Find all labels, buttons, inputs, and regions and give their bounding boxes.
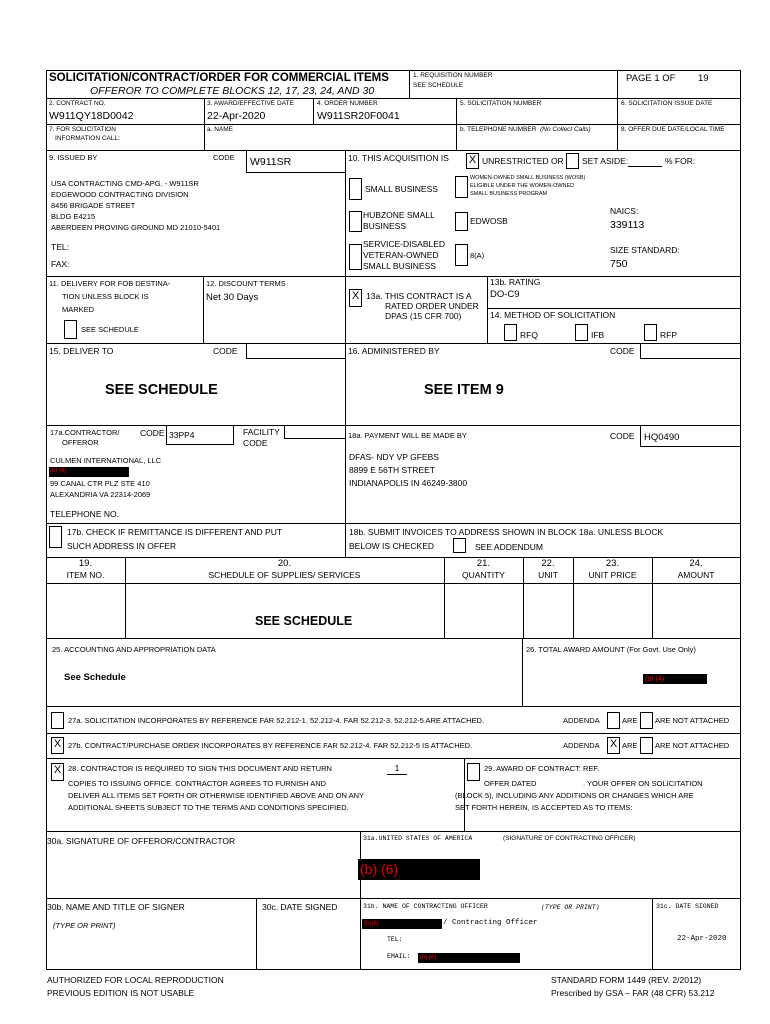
sdvosb-checkbox[interactable]	[349, 244, 362, 270]
payment-code-value: HQ0490	[644, 432, 680, 443]
page-label: PAGE 1 OF	[626, 73, 676, 84]
redaction-tag: (b) (6)	[360, 861, 399, 877]
unrestricted-label: UNRESTRICTED OR	[482, 156, 564, 166]
rated-order-label: 13a. THIS CONTRACT IS A	[366, 291, 472, 301]
rated-order-label: DPAS (15 CFR 700)	[385, 311, 462, 321]
contractor-name: CULMEN INTERNATIONAL, LLC	[50, 456, 162, 465]
rated-order-label: RATED ORDER UNDER	[385, 301, 479, 311]
contact-name-label: a. NAME	[207, 126, 234, 133]
issued-by-code-value: W911SR	[250, 156, 292, 168]
officer-email-label: EMAIL:	[387, 953, 411, 960]
ifb-checkbox[interactable]	[575, 324, 588, 341]
naics-value: 339113	[610, 219, 645, 231]
size-standard-value: 750	[610, 258, 628, 270]
contractor-code-label: CODE	[140, 428, 165, 438]
unrestricted-checkbox[interactable]: X	[466, 153, 479, 169]
contractor-label: OFFEROR	[62, 438, 99, 447]
signer-name-note: (TYPE OR PRINT)	[53, 921, 116, 930]
eight-a-checkbox[interactable]	[455, 244, 468, 266]
usa-signature-label: 31a.UNITED STATES OF AMERICA	[363, 835, 473, 842]
issuer-address-line: USA CONTRACTING CMD-APG. - W911SR	[51, 179, 199, 188]
edwosb-checkbox[interactable]	[455, 212, 468, 231]
quantity-header: QUANTITY	[462, 570, 505, 580]
fob-see-schedule-label: SEE SCHEDULE	[81, 325, 139, 334]
footer-right: STANDARD FORM 1449 (REV. 2/2012)	[551, 975, 702, 985]
solicitation-far-checkbox[interactable]	[51, 712, 64, 729]
contractor-sign-text: COPIES TO ISSUING OFFICE. CONTRACTOR AGREES TO FURNISH AND	[68, 779, 327, 788]
hubzone-label: HUBZONE SMALL	[363, 210, 435, 220]
set-aside-checkbox[interactable]	[566, 153, 579, 169]
delivery-fob-label: 11. DELIVERY FOR FOB DESTINA-	[49, 279, 171, 288]
addenda-are-label: ARE	[622, 716, 638, 725]
requisition-value: SEE SCHEDULE	[413, 82, 464, 89]
remittance-label: 17b. CHECK IF REMITTANCE IS DIFFERENT AND PUT	[67, 527, 283, 537]
size-standard-label: SIZE STANDARD:	[610, 245, 680, 255]
addenda-are-not-label: ARE NOT ATTACHED	[655, 716, 730, 725]
naics-label: NAICS:	[610, 206, 639, 216]
solicitation-number-label: 5. SOLICITATION NUMBER	[460, 100, 542, 107]
small-business-checkbox[interactable]	[349, 178, 362, 200]
unit-price-header-num: 23.	[605, 558, 620, 569]
administered-by-code-label: CODE	[610, 346, 635, 356]
issuer-address-line: 8456 BRIGADE STREET	[51, 201, 136, 210]
addenda-label: ADDENDA	[563, 741, 600, 750]
addenda-are-checkbox[interactable]	[607, 712, 620, 729]
contract-no-label: 2. CONTRACT NO.	[49, 100, 106, 107]
administered-by-code-box	[640, 343, 741, 359]
deliver-to-label: 15. DELIVER TO	[49, 346, 114, 356]
solicitation-far-label: 27a. SOLICITATION INCORPORATES BY REFERENCE FAR 52.212-1. 52.212-4. FAR 52.212-3. 52.212-5 ARE ATTACHED.	[68, 716, 484, 725]
contractor-address-line: 99 CANAL CTR PLZ STE 410	[50, 479, 150, 488]
facility-code-label: CODE	[243, 438, 268, 448]
addenda-are-not-checkbox[interactable]	[640, 712, 653, 729]
award-date-label: 3. AWARD/EFFECTIVE DATE	[207, 100, 294, 107]
award-text: SET FORTH HEREIN, IS ACCEPTED AS TO ITEMS:	[455, 803, 633, 812]
contracting-officer-title: / Contracting Officer	[443, 919, 538, 927]
issuer-address-line: BLDG E4215	[51, 212, 96, 221]
order-number-value: W911SR20F0041	[317, 110, 400, 122]
eight-a-label: 8(A)	[470, 251, 485, 260]
contractor-code-value: 33PP4	[169, 430, 195, 440]
requisition-label: 1. REQUISITION NUMBER	[413, 72, 493, 79]
small-business-label: SMALL BUSINESS	[365, 184, 438, 194]
contract-far-label: 27b. CONTRACT/PURCHASE ORDER INCORPORATES BY REFERENCE FAR 52.212-4. FAR 52.212-5 IS ATTACHED.	[68, 741, 473, 750]
set-aside-label: SET ASIDE:	[582, 156, 629, 166]
deliver-to-code-box	[246, 343, 345, 359]
redaction-tag: (b)(6)	[364, 921, 379, 927]
wosb-checkbox[interactable]	[455, 176, 468, 198]
issuer-fax-label: FAX:	[51, 259, 70, 269]
item-no-header: ITEM NO.	[66, 570, 105, 580]
contractor-sign-text: ADDITIONAL SHEETS SUBJECT TO THE TERMS AND CONDITIONS SPECIFIED.	[68, 803, 349, 812]
contractor-sign-text: DELIVER ALL ITEMS SET FORTH OR OTHERWISE IDENTIFIED ABOVE AND ON ANY	[68, 791, 365, 800]
officer-tel-label: TEL:	[387, 936, 403, 943]
item-no-header-num: 19.	[78, 558, 93, 569]
deliver-to-code-label: CODE	[213, 346, 238, 356]
payment-address-line: DFAS- NDY VP GFEBS	[349, 452, 439, 462]
remittance-checkbox[interactable]	[49, 526, 62, 548]
issuer-tel-label: TEL:	[51, 242, 69, 252]
rfp-checkbox[interactable]	[644, 324, 657, 341]
addenda-are-not-label: ARE NOT ATTACHED	[655, 741, 730, 750]
signer-name-label: 30b. NAME AND TITLE OF SIGNER	[47, 902, 185, 912]
redaction-tag: (b) (6)	[50, 468, 67, 474]
offeror-signature-label: 30a. SIGNATURE OF OFFEROR/CONTRACTOR	[47, 836, 236, 846]
contractor-sign-checkbox[interactable]: X	[51, 763, 64, 781]
payment-address-line: INDIANAPOLIS IN 46249-3800	[349, 478, 468, 488]
footer-left: PREVIOUS EDITION IS NOT USABLE	[47, 988, 195, 998]
sdvosb-label: SERVICE-DISABLED	[363, 239, 446, 249]
footer-right: Prescribed by GSA – FAR (48 CFR) 53.212	[551, 988, 715, 998]
facility-code-label: FACILITY	[243, 427, 280, 437]
delivery-fob-label: TION UNLESS BLOCK IS	[62, 292, 149, 301]
solicitation-date-label: 6. SOLICITATION ISSUE DATE	[621, 100, 713, 107]
submit-invoices-label: BELOW IS CHECKED	[349, 541, 435, 551]
award-text: (BLOCK 5), INCLUDING ANY ADDITIONS OR CHANGES WHICH ARE	[455, 791, 694, 800]
wosb-label: WOMEN-OWNED SMALL BUSINESS (WOSB)	[470, 175, 586, 181]
submit-invoices-label: 18b. SUBMIT INVOICES TO ADDRESS SHOWN IN BLOCK 18a. UNLESS BLOCK	[349, 527, 664, 537]
acquisition-label: 10. THIS ACQUISITION IS	[348, 153, 449, 163]
usa-signature-note: (SIGNATURE OF CONTRACTING OFFICER)	[503, 835, 636, 842]
issuer-address-line: ABERDEEN PROVING GROUND MD 21010-5401	[51, 223, 221, 232]
officer-date-value: 22-Apr-2020	[677, 935, 727, 943]
officer-date-label: 31c. DATE SIGNED	[656, 903, 719, 910]
addenda-are-label: ARE	[622, 741, 638, 750]
issued-by-code-label: CODE	[213, 153, 235, 162]
edwosb-label: EDWOSB	[470, 216, 508, 226]
wosb-label: SMALL BUSINESS PROGRAM	[470, 191, 548, 197]
facility-code-box	[284, 425, 345, 439]
date-signed-label: 30c. DATE SIGNED	[262, 902, 338, 912]
rfp-label: RFP	[660, 330, 677, 340]
unit-header: UNIT	[538, 570, 558, 580]
solicitation-call-label: 7. FOR SOLICITATION	[49, 126, 116, 133]
fob-see-schedule-checkbox[interactable]	[64, 320, 77, 339]
rating-value: DO-C9	[490, 289, 520, 300]
award-of-contract-checkbox[interactable]	[467, 763, 480, 781]
offer-dated-rest: . YOUR OFFER ON SOLICITATION	[583, 779, 703, 788]
see-addendum-checkbox[interactable]	[453, 538, 466, 553]
accounting-value: See Schedule	[64, 672, 126, 683]
administered-by-value: SEE ITEM 9	[424, 382, 504, 398]
discount-terms-value: Net 30 Days	[206, 292, 259, 303]
rated-order-checkbox[interactable]: X	[349, 289, 362, 307]
sdvosb-label: VETERAN-OWNED	[363, 250, 439, 260]
unit-price-header: UNIT PRICE	[588, 570, 637, 580]
set-aside-percent-blank	[628, 166, 662, 167]
offer-dated-label: OFFER DATED	[484, 779, 537, 788]
payment-code-label: CODE	[610, 431, 635, 441]
amount-header-num: 24.	[689, 558, 703, 569]
footer-left: AUTHORIZED FOR LOCAL REPRODUCTION	[47, 975, 224, 985]
offer-due-label: 8. OFFER DUE DATE/LOCAL TIME	[621, 126, 725, 133]
contract-no-value: W911QY18D0042	[49, 110, 134, 122]
payment-address-line: 8899 E 56TH STREET	[349, 465, 435, 475]
discount-terms-label: 12. DISCOUNT TERMS	[206, 279, 286, 288]
schedule-header-num: 20.	[277, 558, 292, 569]
issued-by-label: 9. ISSUED BY	[49, 153, 98, 162]
copies-count: 1	[387, 764, 407, 775]
contract-far-checkbox[interactable]: X	[51, 737, 64, 754]
accounting-label: 25. ACCOUNTING AND APPROPRIATION DATA	[52, 645, 216, 654]
remittance-label: SUCH ADDRESS IN OFFER	[67, 541, 177, 551]
amount-header: AMOUNT	[677, 570, 715, 580]
addenda-label: ADDENDA	[563, 716, 600, 725]
ifb-label: IFB	[591, 330, 605, 340]
payment-by-label: 18a. PAYMENT WILL BE MADE BY	[348, 431, 467, 440]
contracting-officer-note: (TYPE OR PRINT)	[541, 904, 600, 911]
wosb-label: ELIGIBLE UNDER THE WOMEN-OWNED	[470, 183, 575, 189]
order-number-label: 4. ORDER NUMBER	[317, 100, 378, 107]
form-subtitle: OFFEROR TO COMPLETE BLOCKS 12, 17, 23, 24, AND 30	[90, 85, 375, 97]
hubzone-label: BUSINESS	[363, 221, 406, 231]
schedule-header: SCHEDULE OF SUPPLIES/ SERVICES	[208, 570, 361, 580]
see-addendum-label: SEE ADDENDUM	[475, 542, 544, 552]
addenda-are-checkbox[interactable]: X	[607, 737, 620, 754]
sdvosb-label: SMALL BUSINESS	[363, 261, 436, 271]
telephone-label: b. TELEPHONE NUMBER (No Collect Calls)	[460, 126, 591, 133]
addenda-are-not-checkbox[interactable]	[640, 737, 653, 754]
redaction-tag: (b) (6)	[420, 955, 437, 961]
delivery-fob-label: MARKED	[62, 305, 95, 314]
contracting-officer-label: 31b. NAME OF CONTRACTING OFFICER	[363, 903, 488, 910]
redaction-tag: (b) (4)	[645, 676, 665, 683]
page-total: 19	[698, 73, 709, 84]
quantity-header-num: 21.	[476, 558, 491, 569]
issuer-address-line: EDGEWOOD CONTRACTING DIVISION	[51, 190, 189, 199]
schedule-body: SEE SCHEDULE	[255, 614, 353, 628]
unit-header-num: 22.	[541, 558, 555, 569]
contractor-sign-label: 28. CONTRACTOR IS REQUIRED TO SIGN THIS DOCUMENT AND RETURN	[68, 764, 332, 773]
rfq-label: RFQ	[520, 330, 538, 340]
percent-for-label: % FOR:	[665, 156, 696, 166]
rfq-checkbox[interactable]	[504, 324, 517, 341]
solicitation-call-label-2: INFORMATION CALL:	[55, 135, 120, 142]
solicitation-method-label: 14. METHOD OF SOLICITATION	[490, 310, 616, 320]
deliver-to-value: SEE SCHEDULE	[105, 382, 218, 398]
award-of-contract-label: 29. AWARD OF CONTRACT: REF.	[484, 764, 600, 773]
contractor-address-line: ALEXANDRIA VA 22314-2069	[50, 490, 151, 499]
contractor-telephone-label: TELEPHONE NO.	[50, 509, 119, 519]
contractor-label: 17a.CONTRACTOR/	[50, 428, 120, 437]
administered-by-label: 16. ADMINISTERED BY	[348, 346, 440, 356]
rating-label: 13b. RATING	[490, 277, 541, 287]
total-award-label: 26. TOTAL AWARD AMOUNT (For Govt. Use Only)	[526, 645, 696, 654]
form-title: SOLICITATION/CONTRACT/ORDER FOR COMMERCIAL ITEMS	[49, 72, 389, 84]
award-date-value: 22-Apr-2020	[207, 110, 266, 122]
hubzone-checkbox[interactable]	[349, 211, 362, 232]
